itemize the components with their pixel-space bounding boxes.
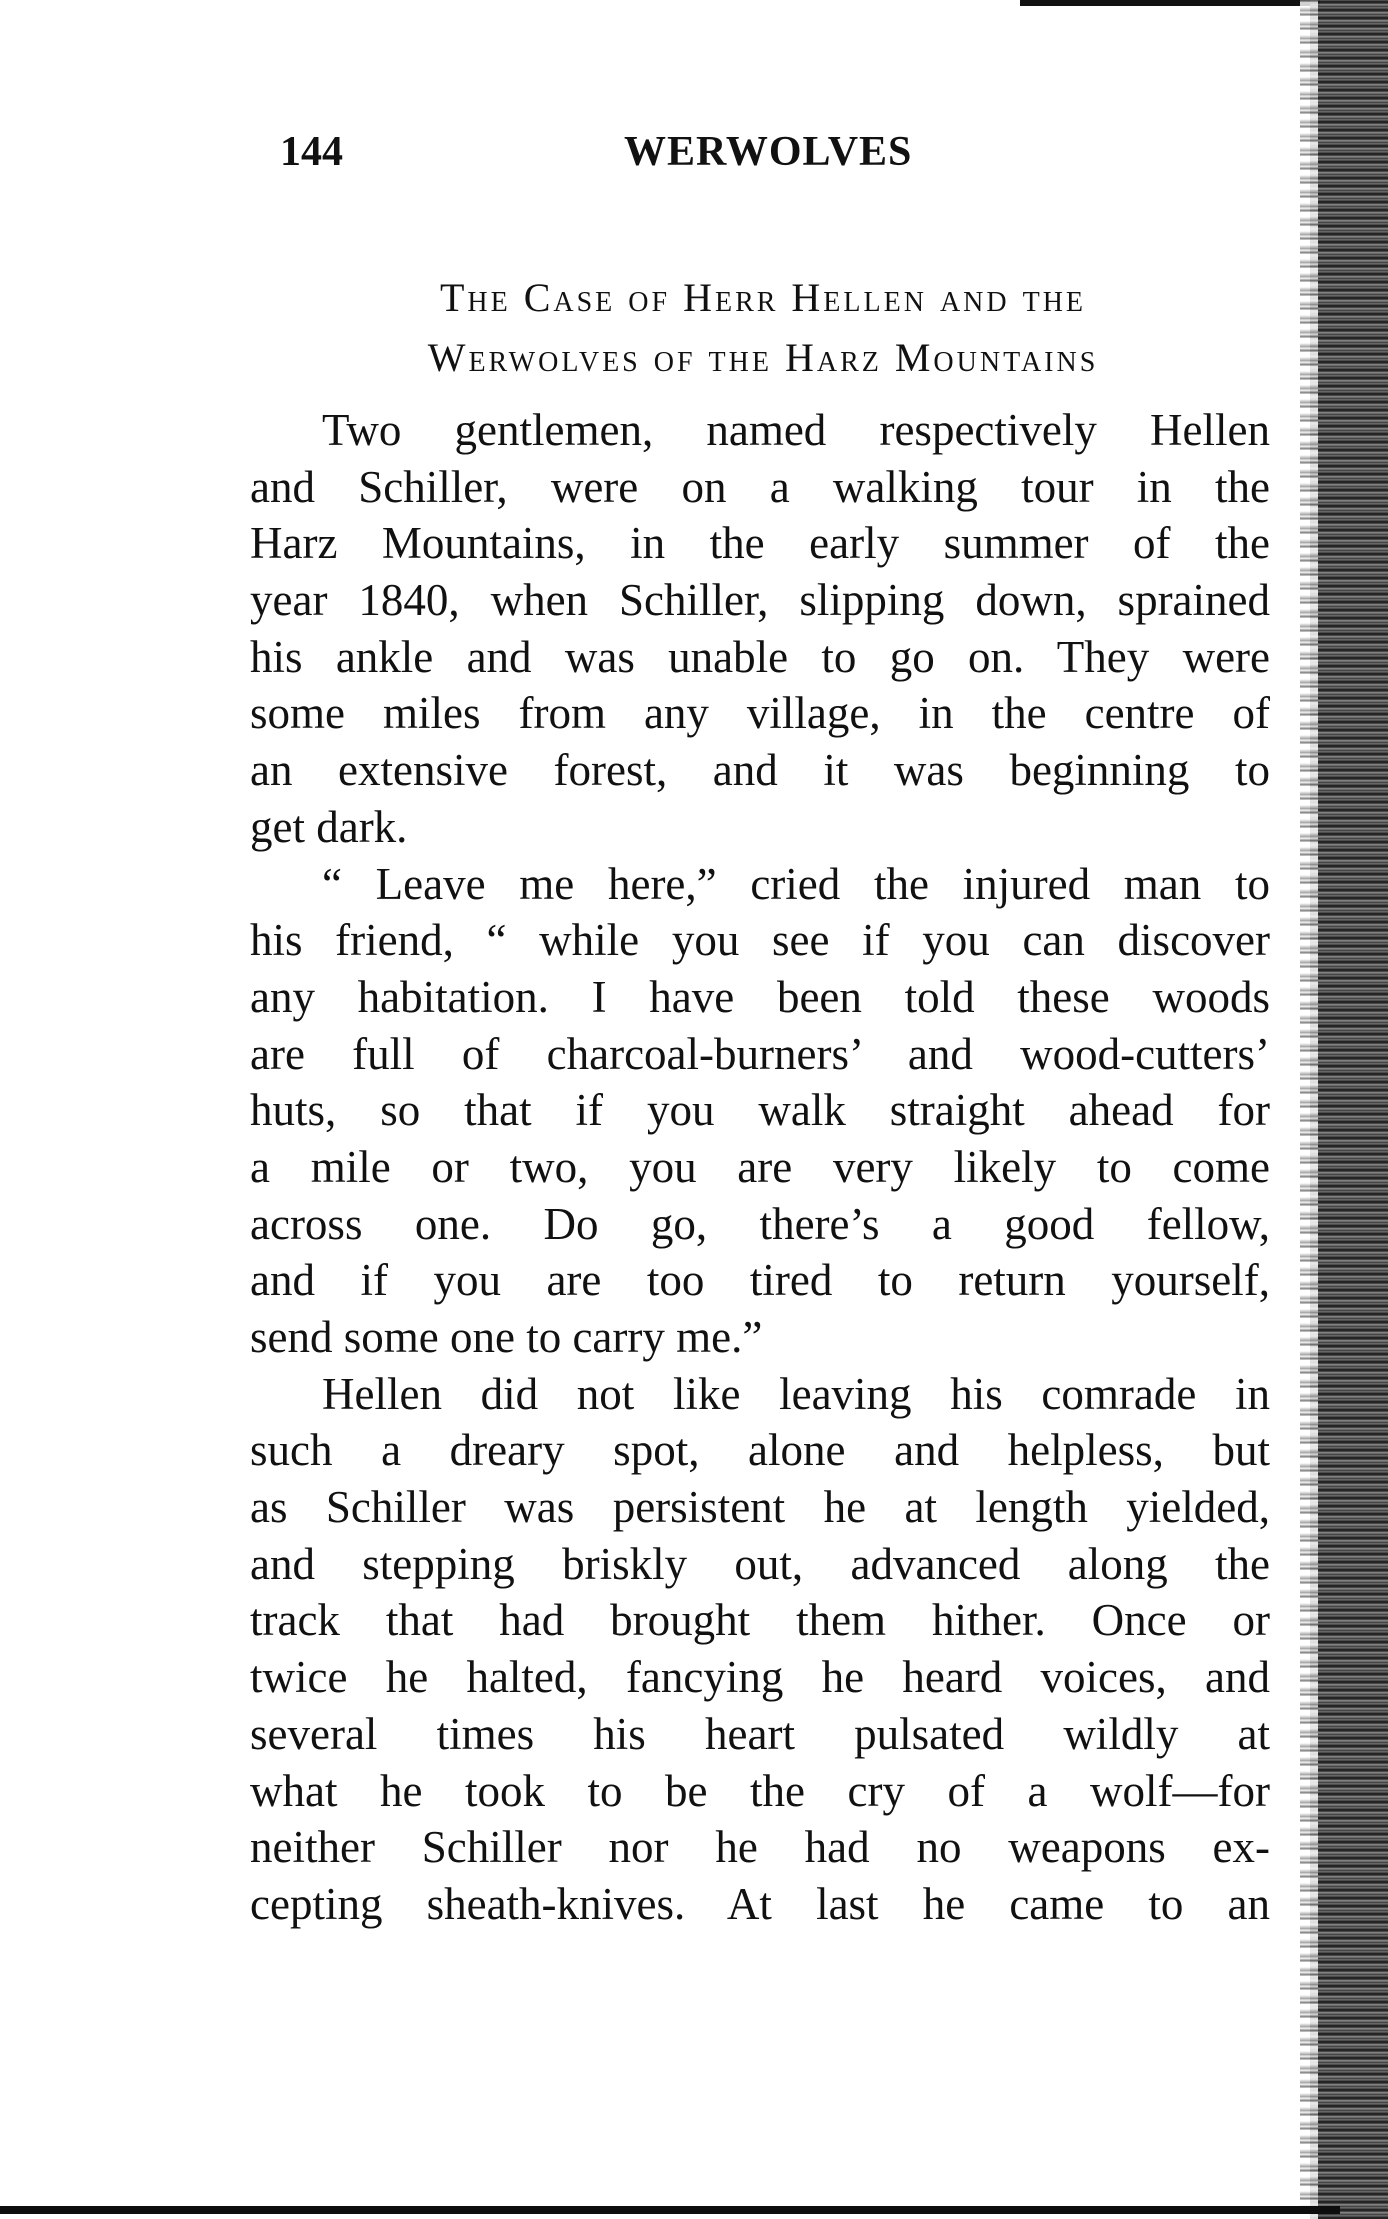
- text-line: his friend, “ while you see if you can discover: [250, 915, 1270, 966]
- text-line: Two gentlemen, named respectively Hellen: [322, 405, 1270, 455]
- chapter-heading-line: Werwolves of the Harz Mountains: [427, 335, 1099, 380]
- text-line: across one. Do go, there’s a good fellow,: [250, 1198, 1270, 1249]
- text-line: year 1840, when Schiller, slipping down, sprained: [250, 575, 1270, 626]
- text-line: as Schiller was persistent he at length yielded,: [250, 1482, 1270, 1533]
- text-line: and Schiller, were on a walking tour in the: [250, 461, 1270, 512]
- text-line: send some one to carry me.”: [250, 1312, 763, 1362]
- text-line: some miles from any village, in the centre of: [250, 688, 1270, 739]
- text-line: and stepping briskly out, advanced along the: [250, 1538, 1270, 1589]
- text-line: get dark.: [250, 801, 408, 852]
- paragraph-1: [250, 402, 1270, 856]
- text-line: Harz Mountains, in the early summer of the: [250, 518, 1270, 569]
- running-head: [280, 128, 980, 188]
- paragraph-3: [250, 1366, 1270, 1933]
- chapter-heading-line: The Case of Herr Hellen and the: [439, 275, 1087, 320]
- text-line: neither Schiller nor he had no weapons ex-: [250, 1822, 1270, 1873]
- text-line: any habitation. I have been told these woods: [250, 971, 1270, 1022]
- text-line: his ankle and was unable to go on. They were: [250, 631, 1270, 682]
- body-text: [250, 402, 1270, 1933]
- running-title: WERWOLVES: [624, 129, 913, 175]
- text-line: such a dreary spot, alone and helpless, but: [250, 1425, 1270, 1476]
- text-line: cepting sheath-knives. At last he came to an: [250, 1878, 1270, 1929]
- text-line: and if you are too tired to return yourself,: [250, 1255, 1270, 1306]
- text-line: several times his heart pulsated wildly at: [250, 1708, 1270, 1759]
- page-number: 144: [280, 129, 343, 175]
- text-line: Hellen did not like leaving his comrade in: [322, 1368, 1270, 1419]
- paragraph-2: [250, 856, 1270, 1366]
- text-line: twice he halted, fancying he heard voices, and: [250, 1652, 1270, 1703]
- text-line: an extensive forest, and it was beginning to: [250, 745, 1270, 796]
- text-line: huts, so that if you walk straight ahead for: [250, 1085, 1270, 1136]
- text-line: what he took to be the cry of a wolf—for: [250, 1765, 1270, 1816]
- chapter-heading: [268, 268, 1258, 388]
- text-line: are full of charcoal-burners’ and wood-cutters’: [250, 1028, 1270, 1079]
- text-line: “ Leave me here,” cried the injured man to: [322, 858, 1270, 909]
- bottom-edge-rule: [0, 2206, 1340, 2214]
- text-line: track that had brought them hither. Once or: [250, 1595, 1270, 1646]
- text-line: a mile or two, you are very likely to come: [250, 1141, 1270, 1192]
- top-edge-rule: [1020, 0, 1320, 6]
- page-edge-shadow: [1310, 0, 1388, 2219]
